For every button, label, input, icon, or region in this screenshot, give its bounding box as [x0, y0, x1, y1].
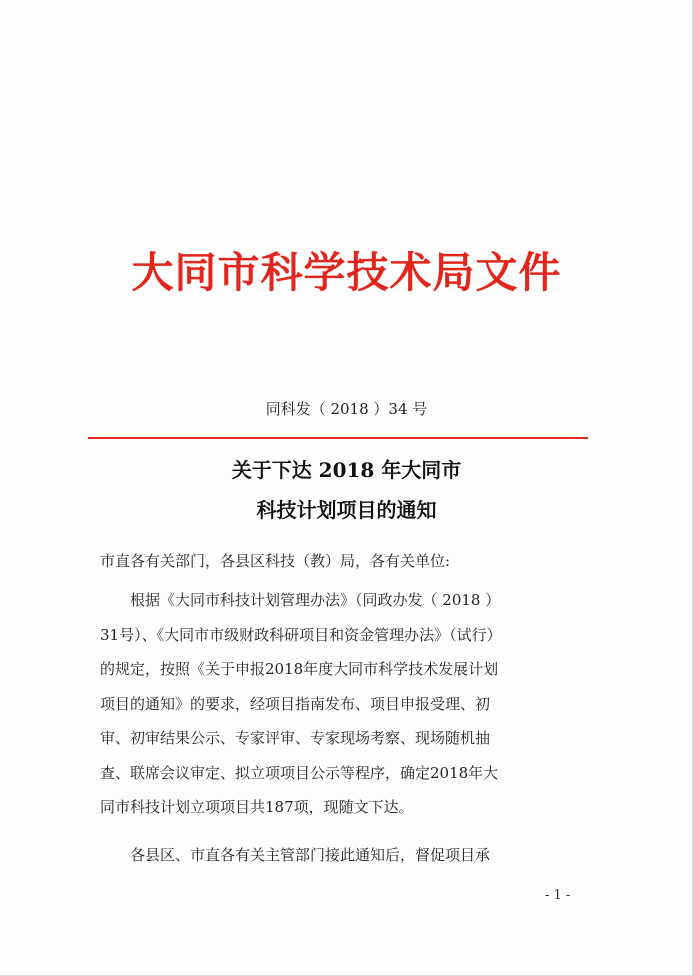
paragraph-1-line: 项目的通知》的要求，经项目指南发布、项目申报受理、初 [100, 694, 491, 713]
page-number: - 1 - [545, 888, 571, 903]
issuer-header-title: 大同市科学技术局文件 [131, 248, 562, 297]
salutation: 市直各有关部门，各县区科技（教）局，各有关单位: [100, 552, 451, 570]
paragraph-1 [100, 583, 586, 825]
paragraph-1-line: 根据《大同市科技计划管理办法》（同政办发（ 2018 ） [100, 591, 501, 609]
notice-title-line-1: 关于下达 2018 年大同市 [231, 458, 462, 482]
paragraph-1-line: 查、联席会议审定、拟立项项目公示等程序，确定2018年大 [100, 763, 499, 782]
paragraph-2-line: 各县区、市直各有关主管部门接此通知后，督促项目承 [100, 846, 491, 864]
paragraph-1-line: 31号）、《大同市市级财政科研项目和资金管理办法》（试行） [100, 625, 502, 644]
notice-title-line-2: 科技计划项目的通知 [256, 498, 437, 522]
paragraph-1-line: 审、初审结果公示、专家评审、专家现场考察、现场随机抽 [100, 729, 491, 747]
red-divider-line [88, 437, 588, 439]
document-number: 同科发（ 2018 ）34 号 [265, 400, 428, 418]
paragraph-1-line: 的规定，按照《关于申报2018年度大同市科学技术发展计划 [100, 660, 499, 678]
paragraph-1-line: 同市科技计划立项项目共187项，现随文下达。 [100, 798, 414, 816]
paragraph-2 [100, 838, 586, 873]
